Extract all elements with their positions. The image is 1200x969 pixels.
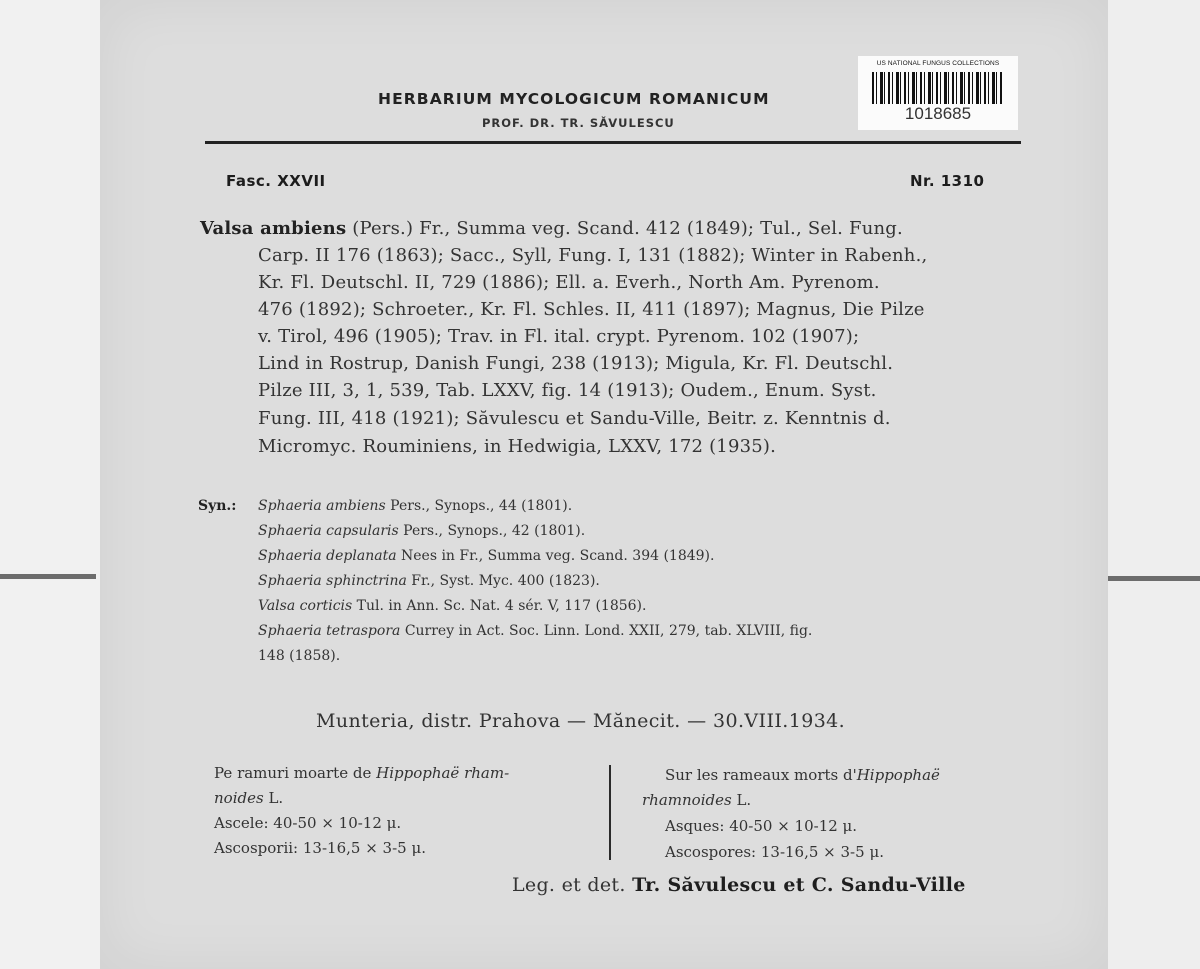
barcode-number: 1018685 <box>904 104 972 123</box>
synonym-item: Sphaeria ambiens Pers., Synops., 44 (1801). <box>258 498 573 514</box>
synonym-item: Sphaeria sphinctrina Fr., Syst. Myc. 400 (1823). <box>258 573 600 589</box>
romanian-substrate-line-1: Pe ramuri moarte de Hippophaë rham- <box>214 764 510 782</box>
barcode-collection-label: US NATIONAL FUNGUS COLLECTIONS <box>876 60 1000 67</box>
romanian-spore-measure: Ascosporii: 13-16,5 × 3-5 μ. <box>214 839 426 857</box>
synonym-item: Valsa corticis Tul. in Ann. Sc. Nat. 4 sér. V, 117 (1856). <box>258 598 647 614</box>
synonym-item: Sphaeria deplanata Nees in Fr., Summa veg. Scand. 394 (1849). <box>258 548 715 564</box>
reference-line-9: Micromyc. Rouminiens, in Hedwigia, LXXV, 172 (1935). <box>258 436 777 457</box>
fascicle-number: Fasc. XXVII <box>226 172 326 190</box>
background-left-sheet <box>0 0 108 969</box>
collection-locality: Munteria, distr. Prahova — Mănecit. — 30.VIII.1934. <box>316 710 846 732</box>
column-divider <box>609 765 611 860</box>
herbarium-title: HERBARIUM MYCOLOGICUM ROMANICUM <box>378 90 770 108</box>
collector-legend: Leg. et det. Tr. Săvulescu et C. Sandu-Ville <box>512 874 966 896</box>
synonym-continuation: 148 (1858). <box>258 648 341 664</box>
fold-line-right <box>1104 576 1200 581</box>
barcode-label <box>858 56 1018 130</box>
reference-line-7: Pilze III, 3, 1, 539, Tab. LXXV, fig. 14 (1913); Oudem., Enum. Syst. <box>258 380 877 401</box>
french-substrate-line-1: Sur les rameaux morts d'Hippophaë <box>665 766 940 784</box>
herbarium-subtitle: PROF. DR. TR. SĂVULESCU <box>482 116 675 130</box>
synonym-item: Sphaeria tetraspora Currey in Act. Soc. Linn. Lond. XXII, 279, tab. XLVIII, fig. <box>258 623 813 639</box>
reference-line-6: Lind in Rostrup, Danish Fungi, 238 (1913); Migula, Kr. Fl. Deutschl. <box>258 353 894 374</box>
barcode-icon <box>872 72 1004 104</box>
specimen-number: Nr. 1310 <box>910 172 985 190</box>
romanian-substrate-line-2: noides L. <box>214 789 284 807</box>
fold-line-left <box>0 574 96 579</box>
header-divider <box>205 141 1021 144</box>
synonym-item: Sphaeria capsularis Pers., Synops., 42 (1801). <box>258 523 586 539</box>
french-asci-measure: Asques: 40-50 × 10-12 μ. <box>665 817 858 835</box>
romanian-asci-measure: Ascele: 40-50 × 10-12 μ. <box>214 814 402 832</box>
reference-line-2: Carp. II 176 (1863); Sacc., Syll, Fung. I, 131 (1882); Winter in Rabenh., <box>258 245 928 266</box>
reference-line-5: v. Tirol, 496 (1905); Trav. in Fl. ital. crypt. Pyrenom. 102 (1907); <box>258 326 860 347</box>
reference-line-3: Kr. Fl. Deutschl. II, 729 (1886); Ell. a. Everh., North Am. Pyrenom. <box>258 272 880 293</box>
synonyms-label: Syn.: <box>198 498 237 514</box>
french-substrate-line-2: rhamnoides L. <box>642 791 752 809</box>
species-name: Valsa ambiens <box>200 218 347 239</box>
reference-line-8: Fung. III, 418 (1921); Săvulescu et Sandu-Ville, Beitr. z. Kenntnis d. <box>258 408 891 429</box>
reference-line-4: 476 (1892); Schroeter., Kr. Fl. Schles. II, 411 (1897); Magnus, Die Pilze <box>258 299 925 320</box>
reference-line-1: Valsa ambiens (Pers.) Fr., Summa veg. Scand. 412 (1849); Tul., Sel. Fung. <box>200 218 903 239</box>
french-spore-measure: Ascospores: 13-16,5 × 3-5 μ. <box>665 843 884 861</box>
background-right-sheet <box>1108 0 1200 969</box>
